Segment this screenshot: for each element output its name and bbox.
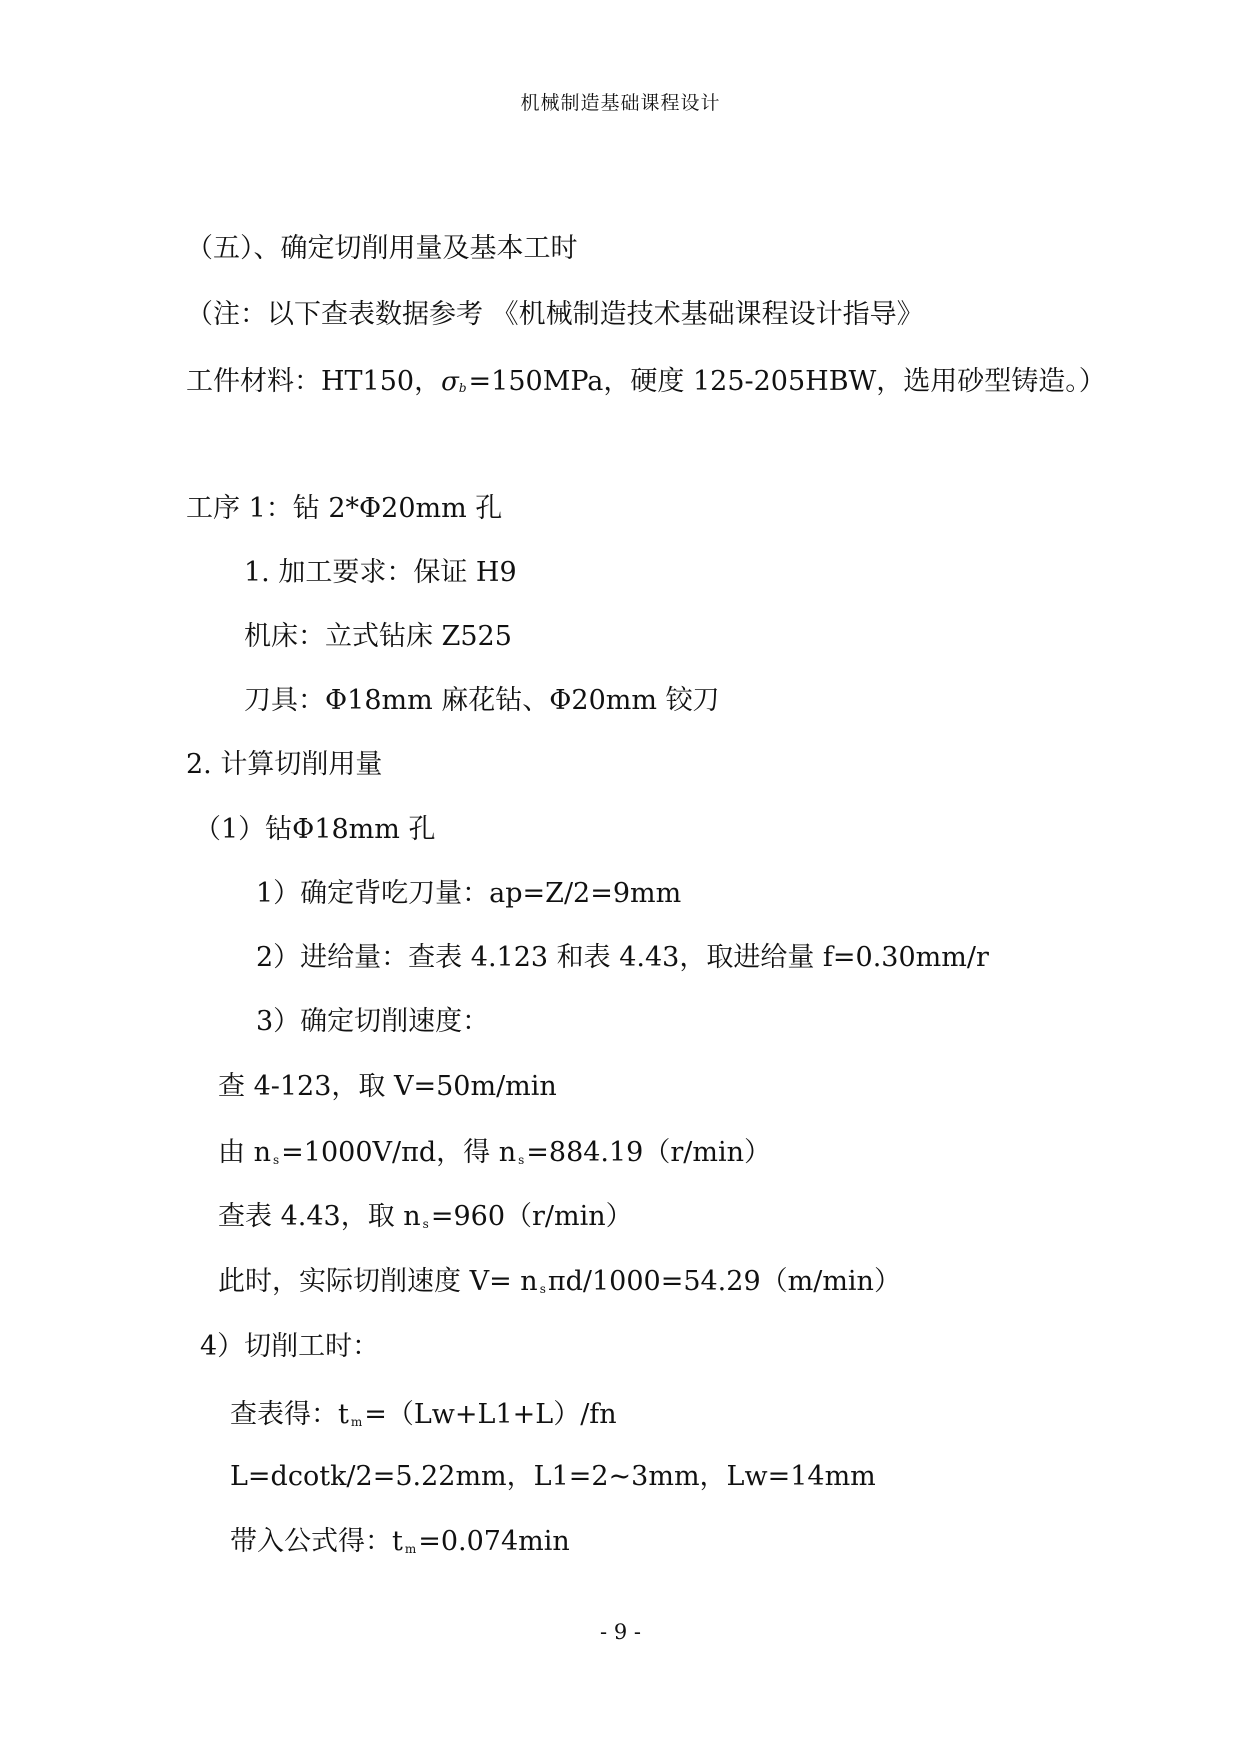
subscript-s: s <box>539 1282 546 1296</box>
tm-formula-part-a: 查表得：t <box>230 1399 349 1430</box>
ns-formula-part-c: =884.19（r/min） <box>526 1137 771 1168</box>
cutting-tools: 刀具：Φ18mm 麻花钻、Φ20mm 铰刀 <box>244 685 720 716</box>
subscript-s: s <box>518 1153 525 1167</box>
ns-formula-part-a: 由 n <box>218 1137 271 1168</box>
spindle-speed-formula <box>218 1136 771 1177</box>
material-line <box>186 365 1106 405</box>
length-values: L=dcotk/2=5.22mm，L1=2~3mm，Lw=14mm <box>230 1461 876 1492</box>
speed-lookup: 查 4-123，取 V=50m/min <box>218 1071 557 1102</box>
step-depth-of-cut: 1）确定背吃刀量：ap=Z/2=9mm <box>256 878 682 909</box>
ns-formula-part-b: =1000V/πd，得 n <box>281 1137 517 1168</box>
step-feed: 2）进给量：查表 4.123 和表 4.43，取进给量 f=0.30mm/r <box>256 942 989 973</box>
subscript-m: m <box>404 1542 417 1556</box>
machine-tool: 机床：立式钻床 Z525 <box>244 621 512 652</box>
time-result <box>230 1525 570 1566</box>
material-prefix: 工件材料：HT150， <box>186 366 442 397</box>
section-title: （五）、确定切削用量及基本工时 <box>186 233 578 264</box>
sigma-subscript: b <box>458 381 467 395</box>
calc-title: 2. 计算切削用量 <box>186 749 383 780</box>
subscript-s: s <box>272 1153 280 1167</box>
sigma-symbol: σ <box>441 367 459 397</box>
drill-title: （1）钻Φ18mm 孔 <box>194 814 436 845</box>
process-title: 工序 1：钻 2*Φ20mm 孔 <box>186 493 503 524</box>
reference-note: （注：以下查表数据参考 《机械制造技术基础课程设计指导》 <box>186 299 924 330</box>
actual-speed <box>218 1265 901 1306</box>
actual-speed-part-a: 此时，实际切削速度 V= n <box>218 1266 538 1297</box>
subscript-s: s <box>422 1217 429 1231</box>
actual-speed-part-b: πd/1000=54.29（m/min） <box>547 1266 901 1297</box>
step-cutting-speed: 3）确定切削速度： <box>256 1006 490 1037</box>
tm-formula-part-b: =（Lw+L1+L）/fn <box>364 1399 617 1430</box>
time-formula <box>230 1398 617 1439</box>
ns-table-part-b: =960（r/min） <box>430 1201 633 1232</box>
subscript-m: m <box>350 1415 363 1429</box>
tm-result-part-a: 带入公式得：t <box>230 1526 403 1557</box>
material-suffix: =150MPa，硬度 125-205HBW，选用砂型铸造。） <box>468 366 1106 397</box>
machining-requirement: 1. 加工要求：保证 H9 <box>244 557 517 588</box>
page-header: 机械制造基础课程设计 <box>520 92 721 114</box>
step-cutting-time: 4）切削工时： <box>200 1331 380 1362</box>
ns-table-part-a: 查表 4.43，取 n <box>218 1201 421 1232</box>
tm-result-part-b: =0.074min <box>418 1526 570 1557</box>
page-number: - 9 - <box>600 1620 641 1644</box>
spindle-speed-table <box>218 1200 633 1241</box>
